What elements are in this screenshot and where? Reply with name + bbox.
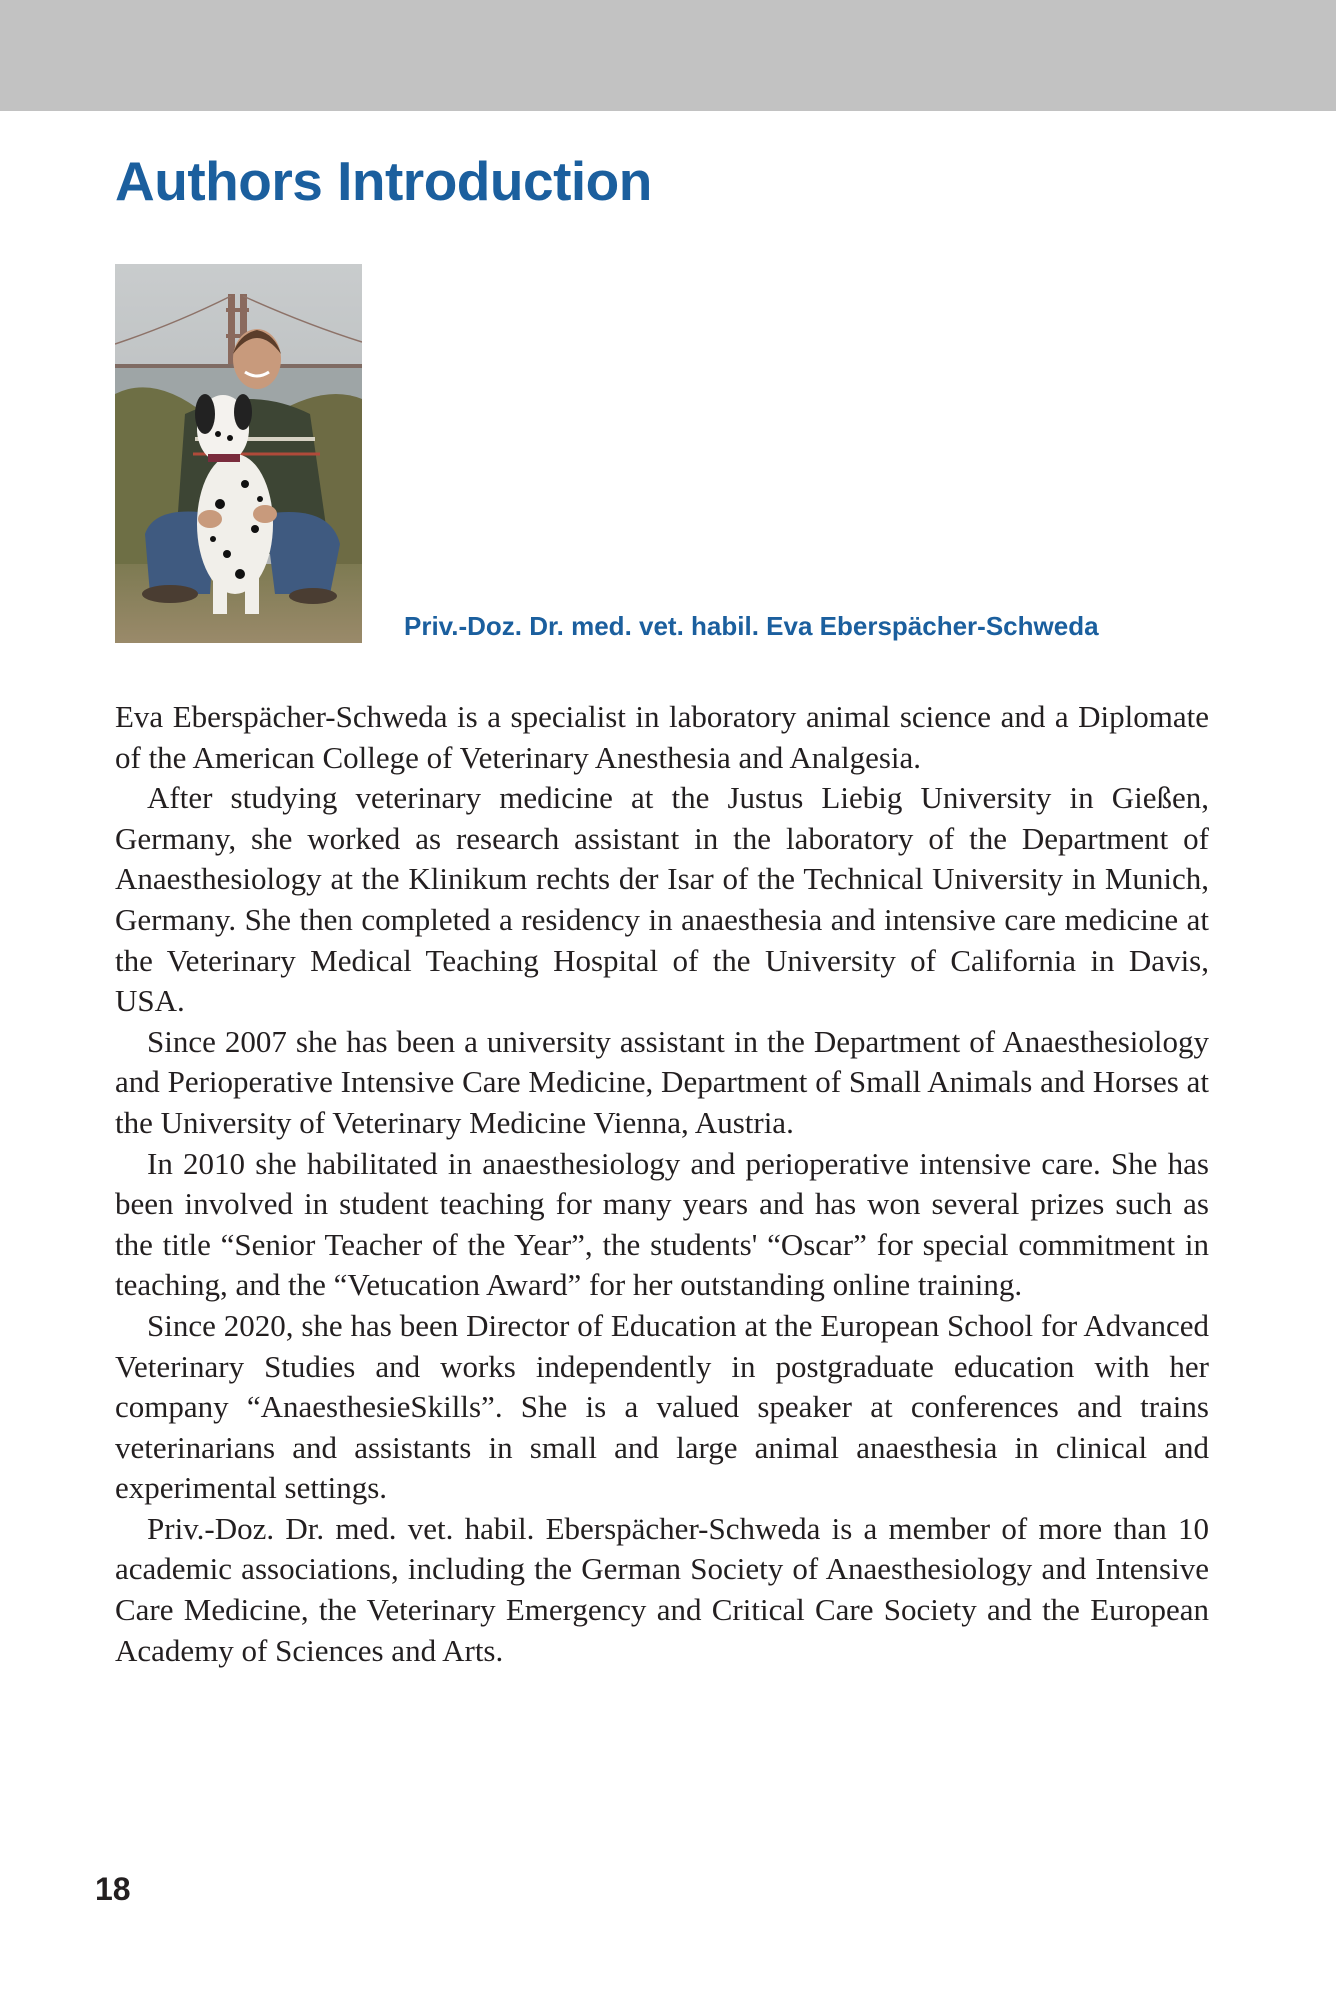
bio-paragraph: Since 2007 she has been a university assistant in the Department of Anaesthesiology and Perioperative Intensive Care Medicine, Department of Small Animals and Horses at the University of Veterinary Medicine Vienna, Austria.	[115, 1023, 1209, 1140]
bio-paragraph: In 2010 she habilitated in anaesthesiology and perioperative intensive care. She has been involved in student teaching for many years and has won several prizes such as the title “Senior Teacher of the Year”, the students' “Oscar” for special commitment in teaching, and the “Vetucation Award” for her outstanding online training.	[115, 1145, 1209, 1303]
bio-paragraph: Eva Eberspächer-Schweda is a specialist in laboratory animal science and a Diplomate of the American College of Veterinary Anesthesia and Analgesia.	[115, 699, 1209, 775]
author-name: Priv.-Doz. Dr. med. vet. habil. Eva Eberspächer-Schweda	[404, 611, 1099, 641]
header-band	[0, 0, 1336, 111]
author-bio	[115, 697, 1209, 1671]
bio-paragraph: Since 2020, she has been Director of Education at the European School for Advanced Veterinary Studies and works independently in postgraduate education with her company “AnaesthesieSkills”. She is a valued speaker at conferences and trains veterinarians and assistants in small and large animal anaesthesia in clinical and experimental settings.	[115, 1307, 1209, 1506]
author-photo	[115, 264, 362, 643]
page-number: 18	[95, 1871, 131, 1907]
bio-paragraph: After studying veterinary medicine at the Justus Liebig University in Gießen, Germany, she worked as research assistant in the laboratory of the Department of Anaesthesiology at the Klinikum rechts der Isar of the Technical University in Munich, Germany. She then completed a residency in anaesthesia and intensive care medicine at the Veterinary Medical Teaching Hospital of the University of California in Davis, USA.	[115, 780, 1209, 1019]
bio-paragraph: Priv.-Doz. Dr. med. vet. habil. Eberspächer-Schweda is a member of more than 10 academic associations, including the German Society of Anaesthesiology and Intensive Care Medicine, the Veterinary Emergency and Critical Care Society and the European Academy of Sciences and Arts.	[115, 1510, 1209, 1668]
page-title: Authors Introduction	[115, 150, 652, 212]
